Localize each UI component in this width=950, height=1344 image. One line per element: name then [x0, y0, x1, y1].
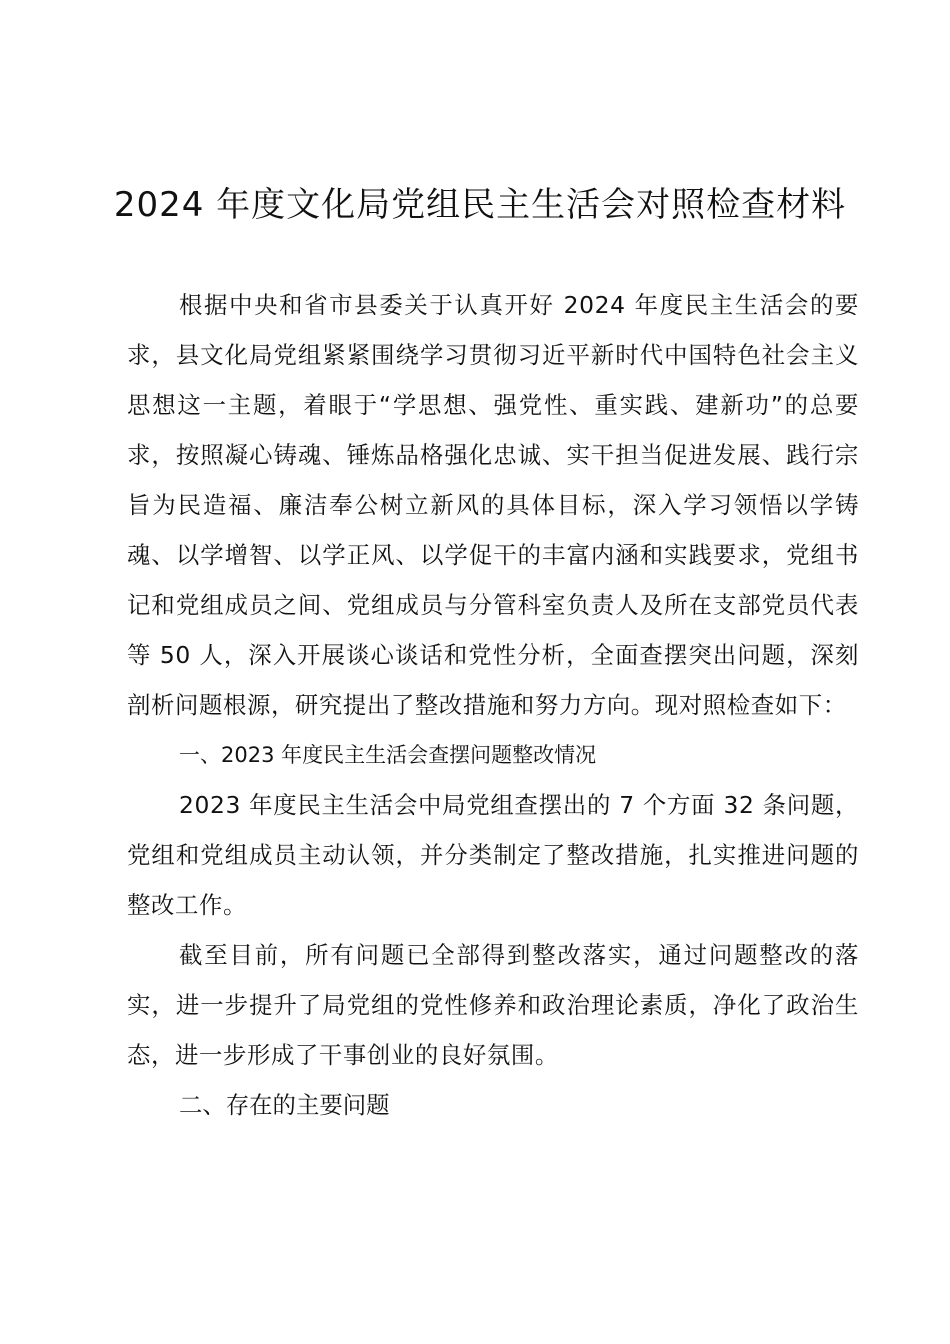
section1-heading: 一、2023 年度民主生活会查摆问题整改情况 [179, 743, 597, 767]
section1-paragraph-1: 2023 年度民主生活会中局党组查摆出的 7 个方面 32 条问题，党组和党组成员主动认领，并分类制定了整改措施，扎实推进问题的整改工作。 [127, 791, 859, 919]
document-title: 2024 年度文化局党组民主生活会对照检查材料 [113, 185, 847, 225]
document-body [127, 280, 859, 1130]
section2-heading: 二、存在的主要问题 [179, 1091, 390, 1119]
section1-paragraph-2: 截至目前，所有问题已全部得到整改落实，通过问题整改的落实，进一步提升了局党组的党性修养和政治理论素质，净化了政治生态，进一步形成了干事创业的良好氛围。 [127, 941, 859, 1069]
intro-paragraph: 根据中央和省市县委关于认真开好 2024 年度民主生活会的要求，县文化局党组紧紧围绕学习贯彻习近平新时代中国特色社会主义思想这一主题，着眼于“学思想、强党性、重实践、建新功”的总要求，按照凝心铸魂、锤炼品格强化忠诚、实干担当促进发展、践行宗旨为民造福、廉洁奉公树立新风的具体目标，深入学习领悟以学铸魂、以学增智、以学正风、以学促干的丰富内涵和实践要求，党组书记和党组成员之间、党组成员与分管科室负责人及所在支部党员代表等 50 人，深入开展谈心谈话和党性分析，全面查摆突出问题，深刻剖析问题根源，研究提出了整改措施和努力方向。现对照检查如下： [127, 291, 859, 719]
